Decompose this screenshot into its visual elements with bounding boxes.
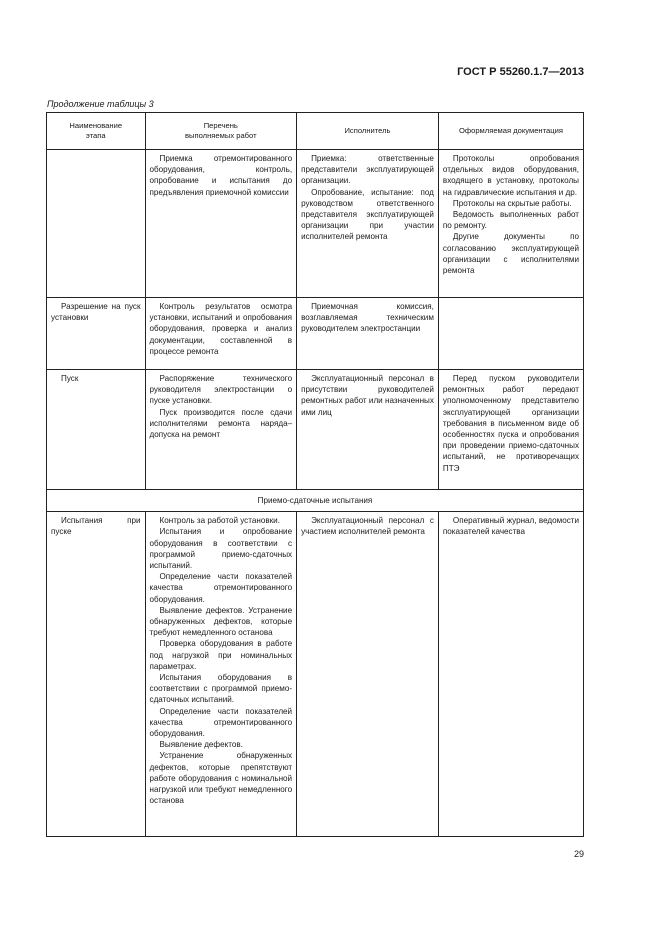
executor-cell xyxy=(297,370,439,490)
documents-text: Протоколы опробования отдельных видов оборудования, входящего в установку, протоколы на гидравлические испытания и др. xyxy=(442,154,579,197)
stage-cell xyxy=(47,150,146,298)
documents-text: Протоколы на скрытые работы. xyxy=(452,198,572,208)
documents-text: Перед пуском руководители ремонтных работ передают уполномоченному представителю эксплуатирующей организации требования в письменном виде об особенностях пуска и опробования при проведении приемо-сдаточных испытаний, не противоречащих ПТЭ xyxy=(442,374,579,473)
works-cell xyxy=(145,298,297,370)
documents-cell xyxy=(438,512,583,837)
column-header-works: Перечень выполняемых работ xyxy=(145,113,297,150)
stage-cell xyxy=(47,370,146,490)
works-cell xyxy=(145,150,297,298)
executor-cell xyxy=(297,298,439,370)
table-caption: Продолжение таблицы 3 xyxy=(47,99,154,109)
works-text: Устранение обнаруженных дефектов, которые препятствуют работе оборудования с номинальной нагрузкой или требуют немедленного останова xyxy=(149,751,293,806)
works-cell xyxy=(145,512,297,837)
table-header-row xyxy=(47,113,584,150)
works-text: Выявление дефектов. xyxy=(159,740,243,750)
executor-text: Опробование, испытание: под руководством ответственного представителя эксплуатирующей организации при участии исполнителей ремонта xyxy=(301,187,434,242)
works-text: Выявление дефектов. Устранение обнаруженных дефектов, которые требуют немедленного останова xyxy=(149,605,293,638)
page-number: 29 xyxy=(573,849,584,859)
works-text: Определение части показателей качества отремонтированного оборудования. xyxy=(149,706,293,739)
executor-cell xyxy=(297,150,439,298)
documents-text: Ведомость выполненных работ по ремонту. xyxy=(442,210,579,231)
stage-text: Разрешение на пуск установки xyxy=(51,302,141,323)
table-row xyxy=(47,370,584,490)
section-row xyxy=(47,490,584,512)
works-text: Испытания и опробование оборудования в соответствии с программой приемо-сдаточных испытаний. xyxy=(149,527,293,571)
stage-text: Пуск xyxy=(61,374,79,383)
executor-cell xyxy=(297,512,439,837)
table-row xyxy=(47,150,584,298)
works-text: Контроль результатов осмотра установки, испытаний и опробования оборудования, проверка и анализ документации, составленной в процессе ремонта xyxy=(149,302,293,356)
stage-cell xyxy=(47,298,146,370)
works-text: Определение части показателей качества отремонтированного оборудования. xyxy=(149,572,293,604)
executor-text: Приемка: ответственные представители эксплуатирующей организации. xyxy=(301,154,434,186)
column-header-documents: Оформляемая документация xyxy=(438,113,583,150)
executor-text: Эксплуатационный персонал с участием исполнителей ремонта xyxy=(301,516,434,537)
executor-text: Эксплуатационный персонал в присутствии руководителей ремонтных работ или назначенных ими лиц xyxy=(301,374,434,417)
works-text: Проверка оборудования в работе под нагрузкой при номинальных параметрах. xyxy=(149,639,293,671)
documents-cell xyxy=(438,370,583,490)
repair-stages-table xyxy=(46,112,584,837)
works-text: Испытания оборудования в соответствии с программой приемо-сдаточных испытаний. xyxy=(149,673,293,705)
table-row xyxy=(47,298,584,370)
documents-text: Другие документы по согласованию эксплуатирующей организации с исполнителями ремонта xyxy=(442,232,579,276)
document-id: ГОСТ Р 55260.1.7—2013 xyxy=(457,66,584,78)
works-text: Контроль за работой установки. xyxy=(159,516,280,526)
documents-text: Оперативный журнал, ведомости показателей качества xyxy=(442,516,579,537)
works-text: Приемка отремонтированного оборудования, контроль, опробование и испытания до предъявления приемочной комиссии xyxy=(149,154,293,197)
column-header-executor: Исполнитель xyxy=(297,113,439,150)
documents-cell xyxy=(438,150,583,298)
works-cell xyxy=(145,370,297,490)
works-text: Пуск производится после сдачи исполнителями ремонта наряда–допуска на ремонт xyxy=(149,407,293,440)
works-text: Распоряжение технического руководителя электростанции о пуске установки. xyxy=(149,374,293,406)
stage-cell xyxy=(47,512,146,837)
table-row xyxy=(47,512,584,837)
section-title: Приемо-сдаточные испытания xyxy=(47,490,584,512)
stage-text: Испытания при пуске xyxy=(51,516,141,537)
executor-text: Приемочная комиссия, возглавляемая техническим руководителем электростанции xyxy=(301,302,434,334)
column-header-stage: Наименование этапа xyxy=(47,113,146,150)
documents-cell xyxy=(438,298,583,370)
